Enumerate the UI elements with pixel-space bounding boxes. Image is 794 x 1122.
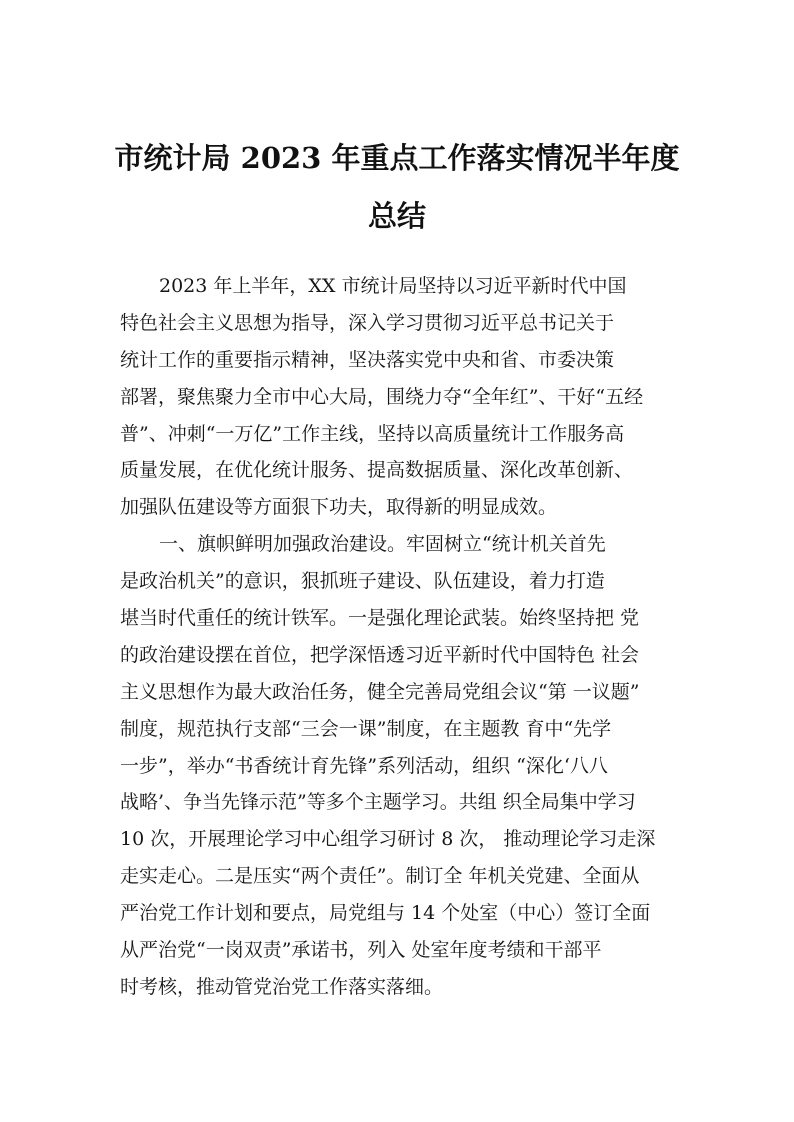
paragraph-2-line: 时考核，推动管党治党工作落实落细。 [120,975,444,998]
paragraph-2-line: 的政治建设摆在首位，把学深悟透习近平新时代中国特色 社会 [120,643,640,666]
paragraph-2-line: 制度，规范执行支部“三会一课”制度，在主题教 育中“先学 [120,717,612,740]
paragraph-2-line: 堪当时代重任的统计铁军。一是强化理论武装。始终坚持把 党 [120,607,640,630]
document-body [120,268,700,1006]
paragraph-1-line: 特色社会主义思想为指导，深入学习贯彻习近平总书记关于 [120,311,615,334]
paragraph-1-line: 质量发展，在优化统计服务、提高数据质量、深化改革创新、 [120,459,634,482]
paragraph-2-line: 战略’、争当先锋示范”等多个主题学习。共组 织全局集中学习 [120,791,636,814]
paragraph-2-line: 一、旗帜鲜明加强政治建设。牢固树立“统计机关首先 [159,533,606,556]
paragraph-2-line: 一步”，举办“书香统计育先锋”系列活动，组织 “深化‘八八 [120,754,608,777]
paragraph-2-line: 10 次，开展理论学习中心组学习研讨 8 次， 推动理论学习走深 [120,828,656,851]
paragraph-1-line: 部署，聚焦聚力全市中心大局，围绕力夺“全年红”、干好“五经 [120,385,644,408]
paragraph-2-line: 是政治机关”的意识，狠抓班子建设、队伍建设，着力打造 [120,570,605,593]
paragraph-1-line: 加强队伍建设等方面狠下功夫，取得新的明显成效。 [120,496,558,519]
document-title-line-1: 市统计局 2023 年重点工作落实情况半年度 [114,141,680,175]
paragraph-1-line: 普”、冲刺“一万亿”工作主线，坚持以高质量统计工作服务高 [120,422,625,445]
paragraph-2-line: 走实走心。二是压实“两个责任”。制订全 年机关党建、全面从 [120,865,640,888]
paragraph-1-line: 2023 年上半年，XX 市统计局坚持以习近平新时代中国 [159,275,627,297]
paragraph-2-line: 从严治党“一岗双责”承诺书，列入 处室年度考绩和干部平 [120,939,602,962]
document-title-line-2: 总结 [367,199,426,233]
paragraph-2-line: 主义思想作为最大政治任务，健全完善局党组会议“第 一议题” [120,680,640,703]
paragraph-2-line: 严治党工作计划和要点，局党组与 14 个处室（中心）签订全面 [120,902,651,925]
paragraph-1-line: 统计工作的重要指示精神，坚决落实党中央和省、市委决策 [120,348,615,371]
